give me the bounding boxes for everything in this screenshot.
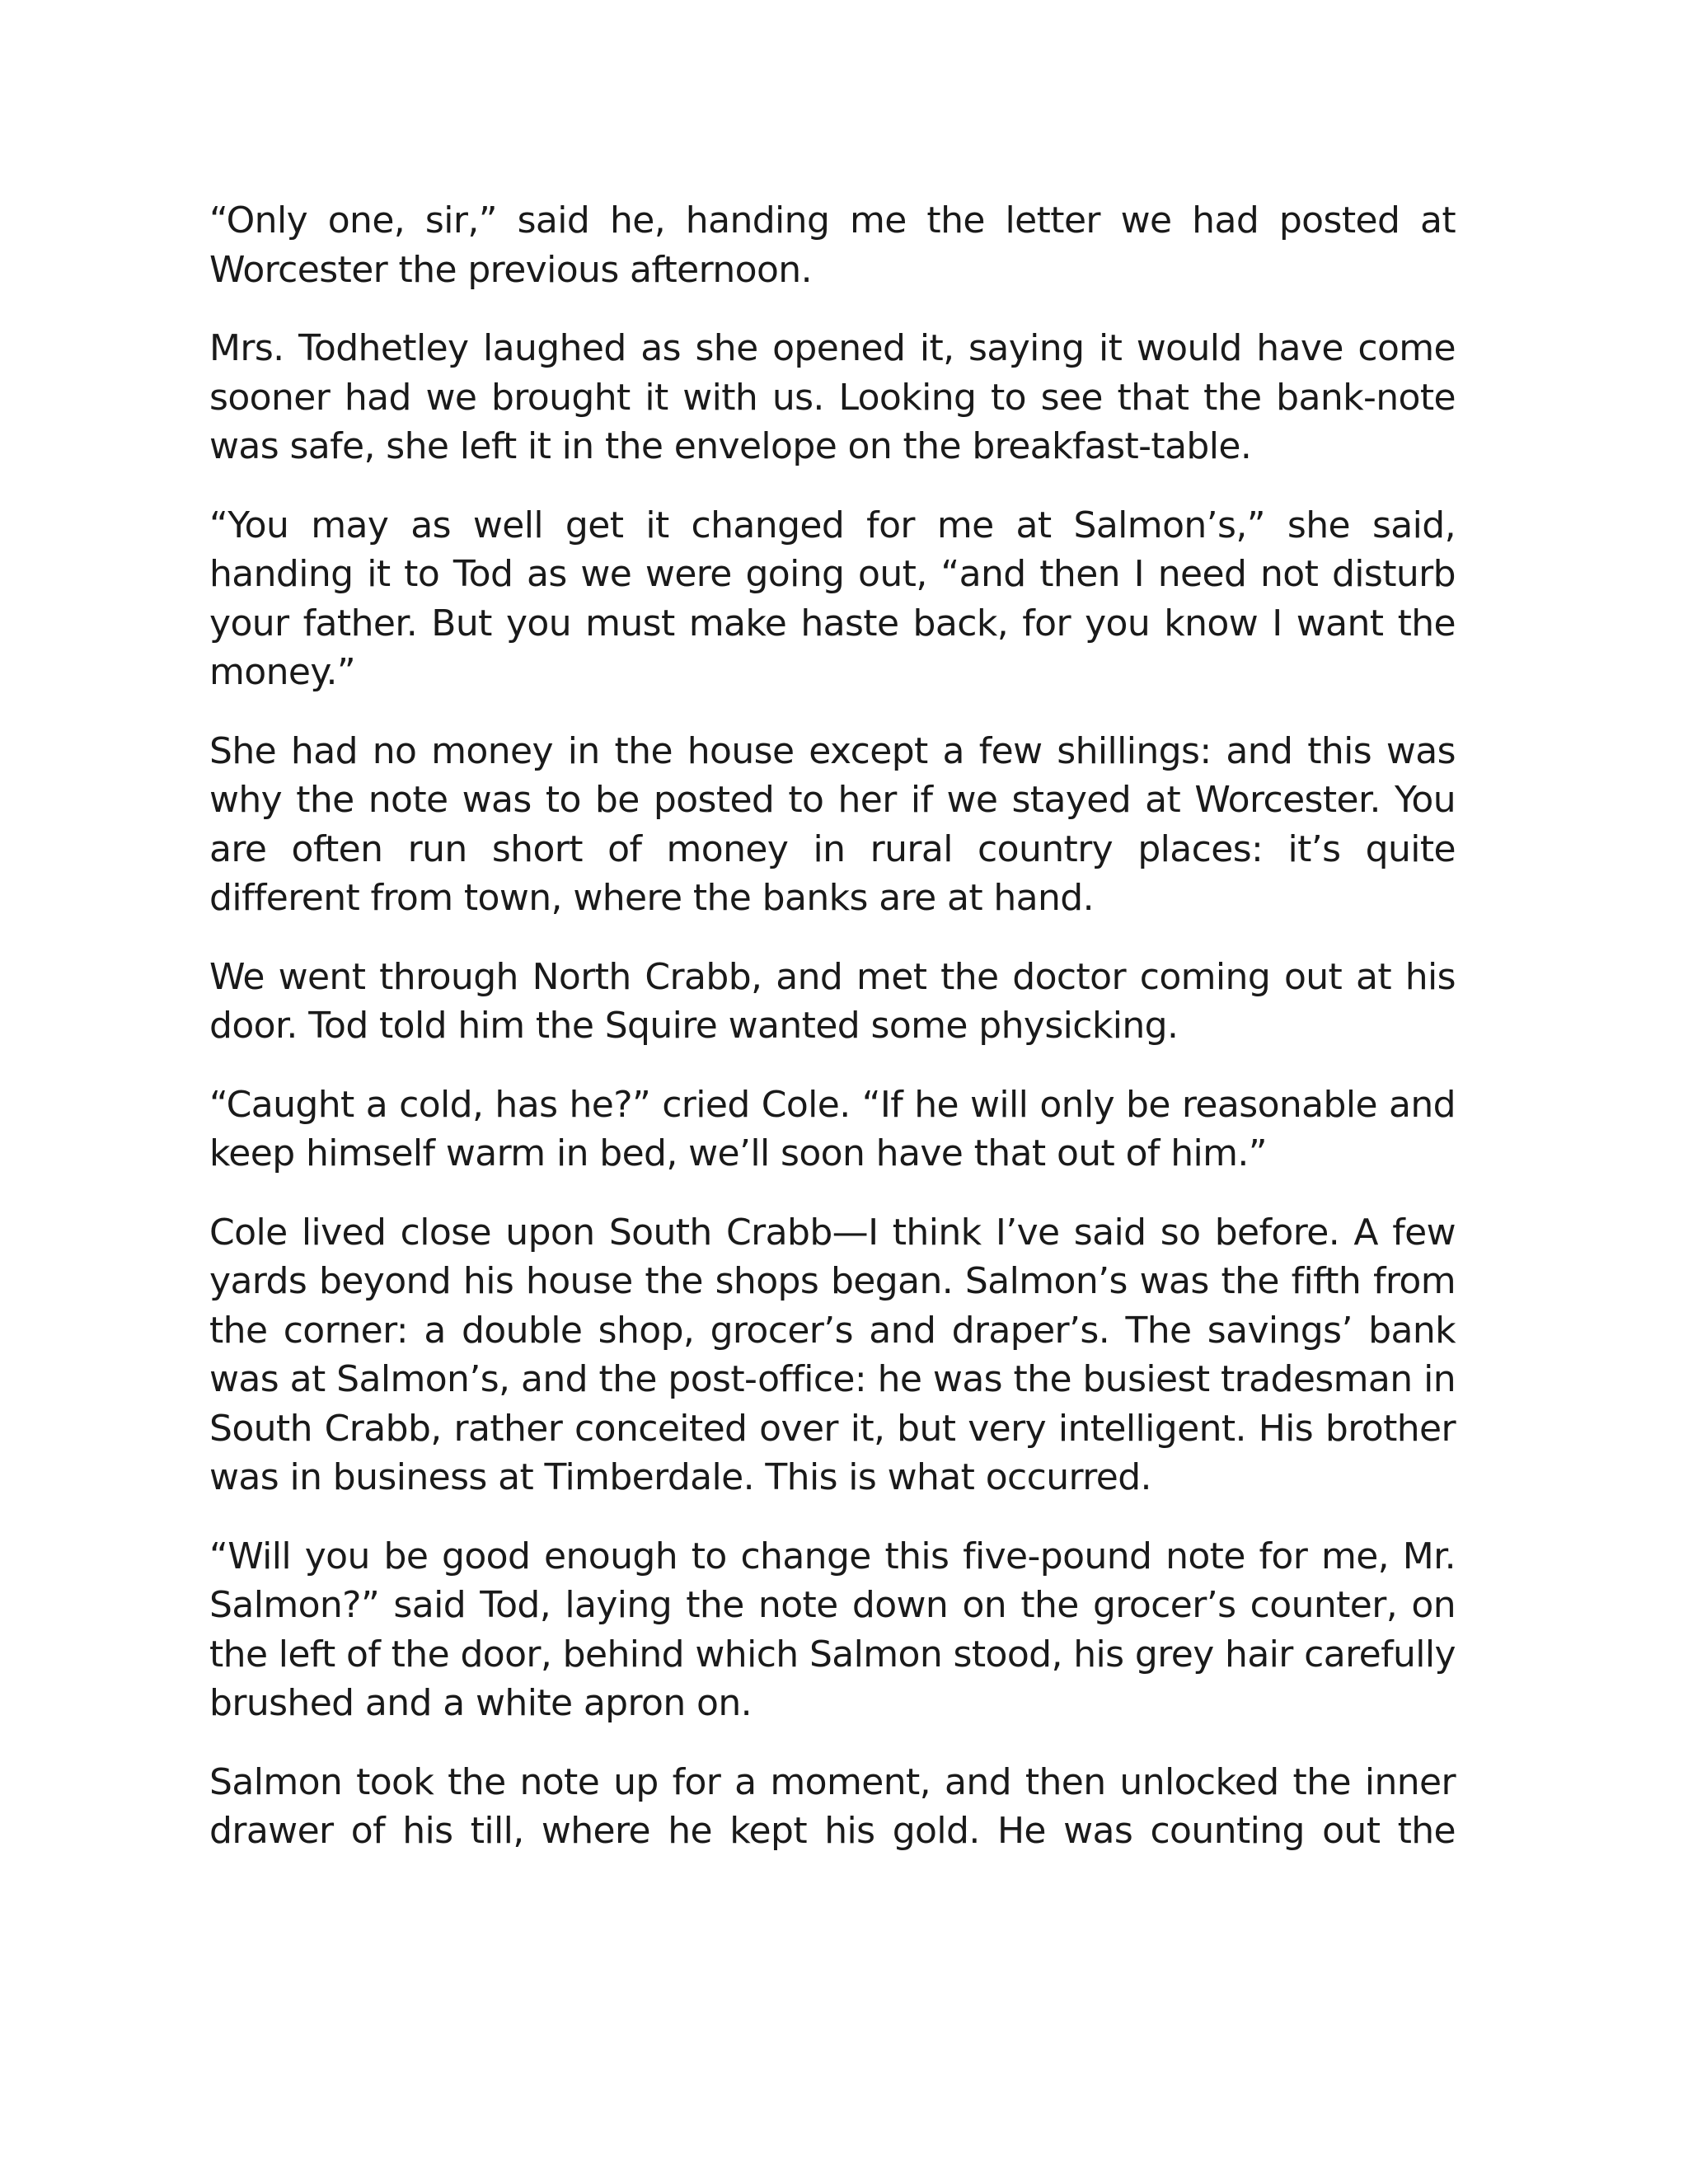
paragraph: Mrs. Todhetley laughed as she opened it, saying it would have come sooner had we brought it with us. Looking to see that the bank-note was safe, she left it in the envelope on the breakfast-table. (209, 327, 1456, 467)
paragraph: “Only one, sir,” said he, handing me the letter we had posted at Worcester the previous afternoon. (209, 199, 1456, 291)
paragraph: “Will you be good enough to change this five-pound note for me, Mr. Salmon?” said Tod, laying the note down on the grocer’s counter, on the left of the door, behind which Salmon stood, his grey hair carefully brushed and a white apron on. (209, 1535, 1456, 1724)
paragraph: She had no money in the house except a few shillings: and this was why the note was to be posted to her if we stayed at Worcester. You are often run short of money in rural country places: it’s quite different from town, where the banks are at hand. (209, 729, 1456, 919)
body-text (209, 196, 1456, 1886)
paragraph-last: Salmon took the note up for a moment, and then unlocked the inner drawer of his till, where he kept his gold. He was counting out the (209, 1760, 1456, 1852)
paragraph: “Caught a cold, has he?” cried Cole. “If he will only be reasonable and keep himself warm in bed, we’ll soon have that out of him.” (209, 1083, 1456, 1174)
paragraph: “You may as well get it changed for me at Salmon’s,” she said, handing it to Tod as we were going out, “and then I need not disturb your father. But you must make haste back, for you know I want the money.” (209, 504, 1456, 693)
paragraph: We went through North Crabb, and met the doctor coming out at his door. Tod told him the Squire wanted some physicking. (209, 955, 1456, 1047)
paragraph: Cole lived close upon South Crabb—I think I’ve said so before. A few yards beyond his house the shops began. Salmon’s was the fifth from the corner: a double shop, grocer’s and draper’s. The savings’ bank was at Salmon’s, and the post-office: he was the busiest tradesman in South Crabb, rather conceited over it, but very intelligent. His brother was in business at Timberdale. This is what occurred. (209, 1211, 1456, 1498)
